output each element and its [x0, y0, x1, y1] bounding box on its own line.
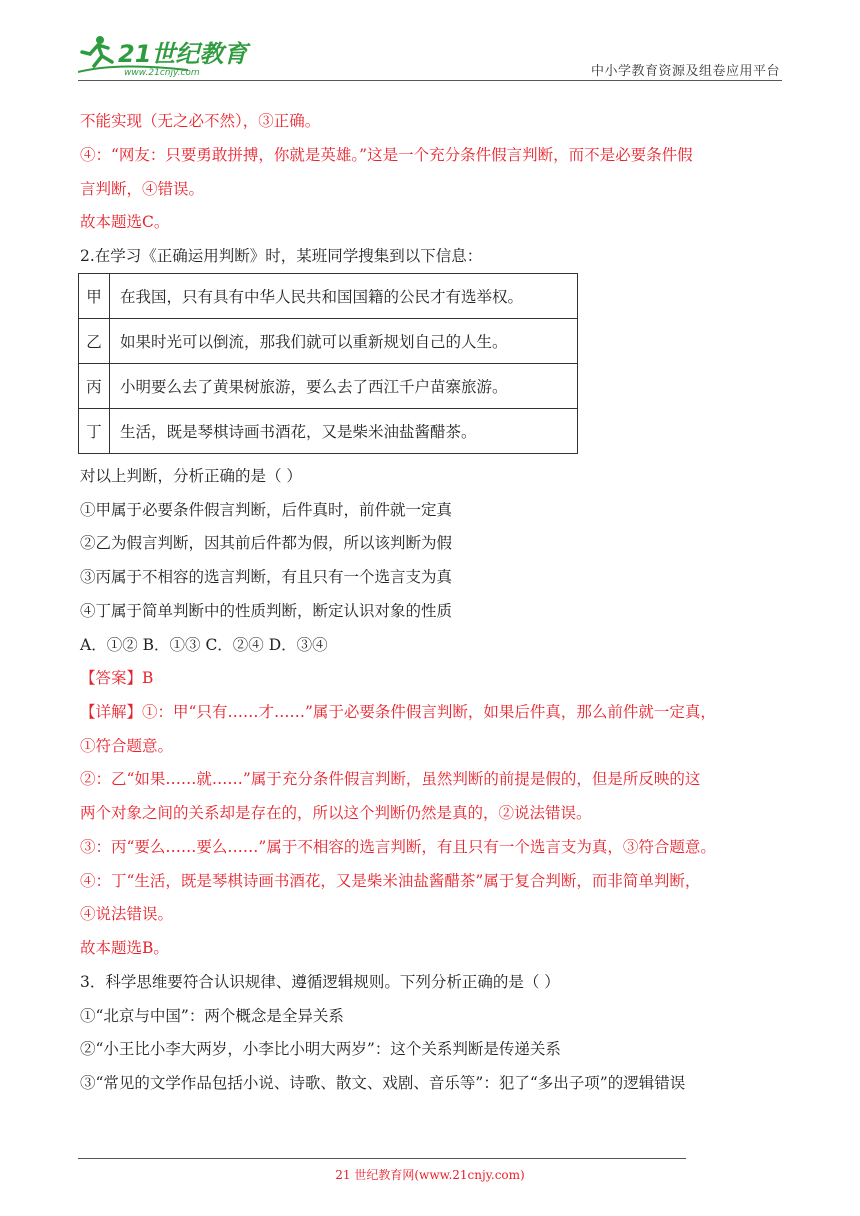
q3-stem: 3．科学思维要符合认识规律、遵循逻辑规则。下列分析正确的是（ ） — [80, 973, 560, 991]
table-text: 生活，既是琴棋诗画书酒花，又是柴米油盐酱醋茶。 — [110, 409, 578, 454]
info-table — [78, 273, 578, 454]
q2-question: 对以上判断，分析正确的是（ ） — [80, 467, 302, 485]
q3-option: ③“常见的文学作品包括小说、诗歌、散文、戏剧、音乐等”：犯了“多出子项”的逻辑错误 — [80, 1074, 686, 1092]
q3-option: ①“北京与中国”：两个概念是全异关系 — [80, 1007, 344, 1025]
table-row — [79, 319, 578, 364]
table-text: 如果时光可以倒流，那我们就可以重新规划自己的人生。 — [110, 319, 578, 364]
q2-option: ③丙属于不相容的选言判断，有且只有一个选言支为真 — [80, 568, 453, 586]
table-row — [79, 364, 578, 409]
q2-detail-line: ④说法错误。 — [80, 905, 174, 923]
q1-analysis-line: 不能实现（无之必不然），③正确。 — [80, 112, 321, 130]
table-row — [79, 409, 578, 454]
table-key: 丁 — [79, 409, 110, 454]
table-text: 小明要么去了黄果树旅游，要么去了西江千户苗寨旅游。 — [110, 364, 578, 409]
table-key: 乙 — [79, 319, 110, 364]
q2-stem: 2.在学习《正确运用判断》时，某班同学搜集到以下信息： — [80, 247, 483, 265]
q2-option: ②乙为假言判断，因其前后件都为假，所以该判断为假 — [80, 534, 453, 552]
logo-text: 21世纪教育 — [118, 40, 248, 68]
q1-conclusion: 故本题选C。 — [80, 213, 170, 231]
q1-analysis-line: 言判断，④错误。 — [80, 180, 205, 198]
q2-detail-line: 两个对象之间的关系却是存在的，所以这个判断仍然是真的，②说法错误。 — [80, 804, 592, 822]
detail-text: ①：甲“只有……才……”属于必要条件假言判断，如果后件真，那么前件就一定真， — [142, 703, 716, 721]
header-divider — [78, 80, 782, 81]
q2-answer — [80, 667, 153, 689]
q2-detail-line: ②：乙“如果……就……”属于充分条件假言判断，虽然判断的前提是假的，但是所反映的这 — [80, 770, 701, 788]
q2-detail-line: ③：丙“要么……要么……”属于不相容的选言判断，有且只有一个选言支为真，③符合题意。 — [80, 838, 716, 856]
page-header — [78, 30, 782, 82]
q2-option: ①甲属于必要条件假言判断，后件真时，前件就一定真 — [80, 501, 453, 519]
answer-value: B — [142, 669, 154, 687]
logo-url: www.21cnjy.com — [124, 68, 200, 78]
table-key: 甲 — [79, 274, 110, 319]
footer-divider — [78, 1158, 686, 1159]
table-text: 在我国，只有具有中华人民共和国国籍的公民才有选举权。 — [110, 274, 578, 319]
q2-detail-line: ④：丁“生活，既是琴棋诗画书酒花，又是柴米油盐酱醋茶”属于复合判断，而非简单判断， — [80, 872, 701, 890]
table-row — [79, 274, 578, 319]
q3-option: ②“小王比小李大两岁，小李比小明大两岁”：这个关系判断是传递关系 — [80, 1040, 561, 1058]
logo — [78, 32, 278, 78]
q2-detail-line — [80, 701, 716, 723]
answer-tag: 【答案】 — [80, 669, 143, 687]
detail-tag: 【详解】 — [80, 703, 143, 721]
q2-choices: A．①② B．①③ C．②④ D．③④ — [80, 636, 328, 654]
q1-analysis-line: ④：“网友：只要勇敢拼搏，你就是英雄。”这是一个充分条件假言判断，而不是必要条件假 — [80, 146, 693, 164]
q2-conclusion: 故本题选B。 — [80, 939, 169, 957]
table-key: 丙 — [79, 364, 110, 409]
q2-detail-line: ①符合题意。 — [80, 737, 174, 755]
platform-name: 中小学教育资源及组卷应用平台 — [590, 64, 780, 79]
q2-option: ④丁属于简单判断中的性质判断，断定认识对象的性质 — [80, 602, 453, 620]
footer-text: 21 世纪教育网(www.21cnjy.com) — [335, 1168, 525, 1182]
